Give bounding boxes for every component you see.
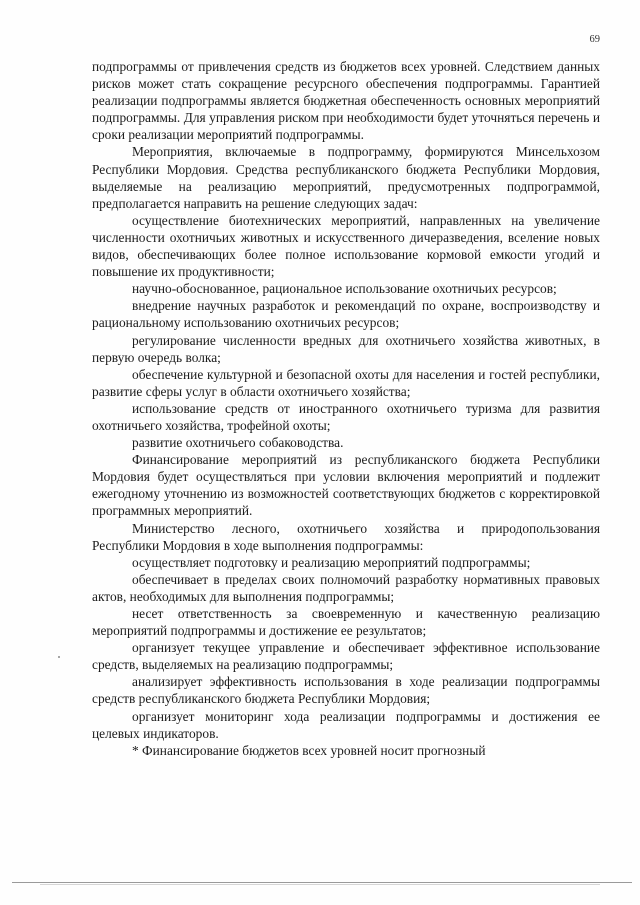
list-item: использование средств от иностранного охотничьего туризма для развития охотничьего хозяйства, трофейной охоты; [92, 400, 600, 433]
page-bottom-rule [12, 882, 632, 883]
footnote: * Финансирование бюджетов всех уровней носит прогнозный [132, 742, 486, 758]
paragraph: Мероприятия, включаемые в подпрограмму, формируются Минсельхозом Республики Мордовия. Средства республиканского бюджета Республики Мордовия, выделяемые на реализацию мероприятий, предусмотренных подпрограммой, предполагается направить на решение следующих задач: [92, 144, 600, 211]
list-item: осуществление биотехнических мероприятий, направленных на увеличение численности охотничьих животных и искусственного дичеразведения, вселение новых видов, обеспечивающих более полное использование кормовой емкости угодий и повышение их продуктивности; [92, 212, 600, 280]
list-item: осуществляет подготовку и реализацию мероприятий подпрограммы; [132, 554, 531, 570]
list-item: развитие охотничьего собаководства. [132, 435, 344, 451]
list-item: обеспечение культурной и безопасной охоты для населения и гостей республики, развитие сферы услуг в области охотничьего хозяйства; [92, 366, 600, 399]
list-item: регулирование численности вредных для охотничьего хозяйства животных, в первую очередь волка; [92, 332, 600, 365]
list-item: организует текущее управление и обеспечивает эффективное использование средств, выделяемых на реализацию подпрограммы; [92, 640, 600, 673]
page-bottom-rule-faint [40, 884, 600, 885]
page-number: 69 [589, 34, 600, 45]
list-item: научно-обоснованное, рациональное использование охотничьих ресурсов; [132, 281, 557, 297]
paragraph: подпрограммы от привлечения средств из бюджетов всех уровней. Следствием данных рисков может стать сокращение ресурсного обеспечения подпрограммы. Гарантией реализации подпрограммы является бюджетная обеспеченность основных мероприятий подпрограммы. Для управления риском при необходимости будет уточняться перечень и сроки реализации мероприятий подпрограммы. [92, 59, 600, 143]
paragraph: Министерство лесного, охотничьего хозяйства и природопользования Республики Мордовия в ходе выполнения подпрограммы: [92, 520, 600, 553]
list-item: анализирует эффективность использования в ходе реализации подпрограммы средств республиканского бюджета Республики Мордовия; [92, 674, 600, 707]
list-item: обеспечивает в пределах своих полномочий разработку нормативных правовых актов, необходимых для выполнения подпрограммы; [92, 571, 600, 604]
list-item: несет ответственность за своевременную и качественную реализацию мероприятий подпрограммы и достижение ее результатов; [92, 606, 600, 639]
paragraph: Финансирование мероприятий из республиканского бюджета Республики Мордовия будет осуществляться при условии включения мероприятий и подлежит ежегодному уточнению из возможностей соответствующих бюджетов с корректировкой программных мероприятий. [92, 452, 600, 519]
list-item: внедрение научных разработок и рекомендаций по охране, воспроизводству и рациональному использованию охотничьих ресурсов; [92, 298, 600, 331]
document-body [92, 58, 600, 759]
scan-speck [58, 656, 60, 658]
list-item: организует мониторинг хода реализации подпрограммы и достижения ее целевых индикаторов. [92, 708, 600, 741]
